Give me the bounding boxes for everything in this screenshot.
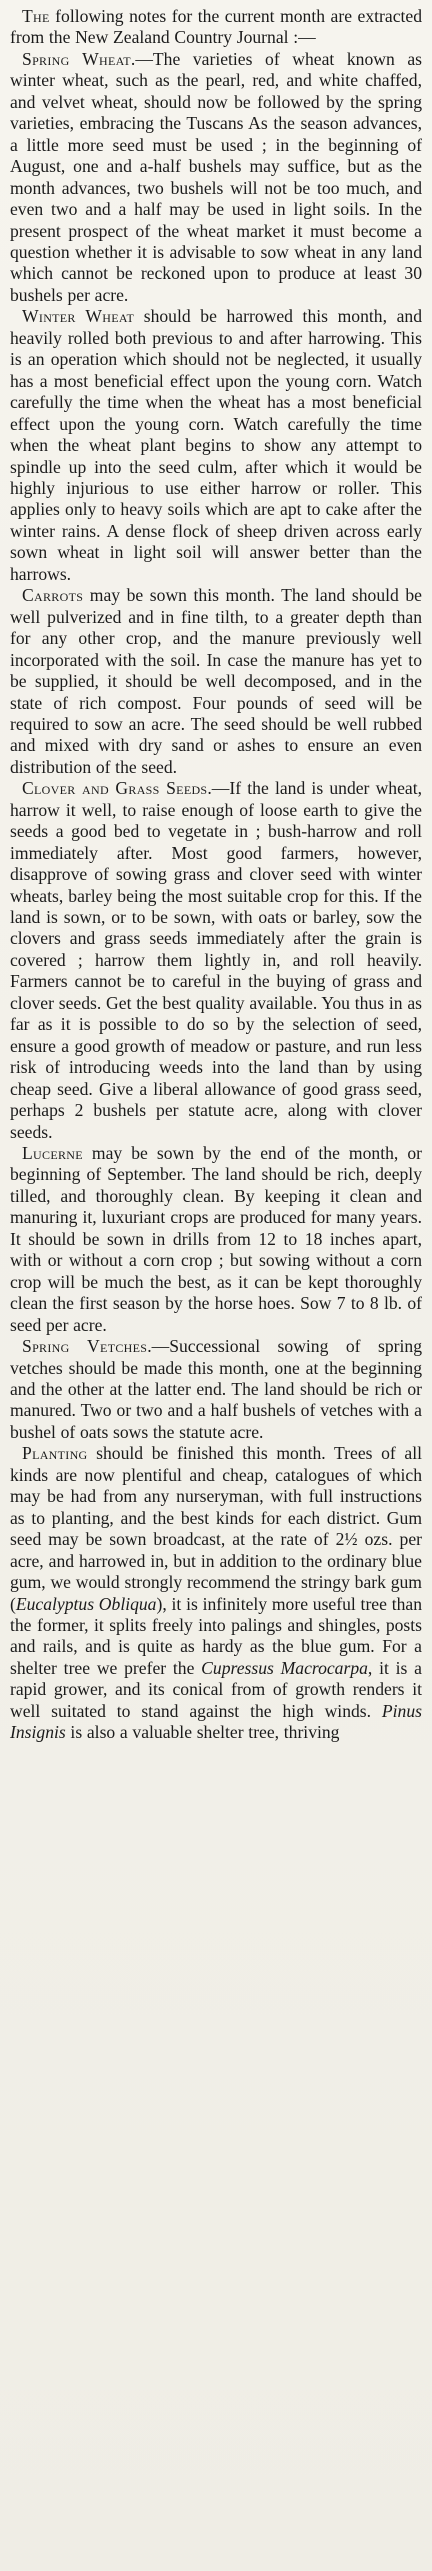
intro-paragraph xyxy=(10,6,422,49)
spring-wheat-paragraph xyxy=(10,49,422,306)
clover-grass-paragraph xyxy=(10,778,422,1143)
intro-lead-word: The xyxy=(22,6,50,26)
lucerne-heading: Lucerne xyxy=(22,1143,83,1164)
planting-text-2: ), it is infinitely more useful tree than the former, it splits freely into palings and shingles, posts and rails, and is quite as hardy as the blue gum. For a shelter tree we prefer the xyxy=(10,1593,422,1678)
cupressus-macrocarpa-name: Cupressus Macrocarpa xyxy=(201,1657,368,1678)
clover-grass-heading: Clover and Grass Seeds xyxy=(22,778,208,799)
clover-grass-text: .—If the land is under wheat, harrow it well, to raise enough of loose earth to give the seeds a good bed to vegetate in ; bush-harrow and roll immediately after. Most good farmers, however, disapprove of sowing grass and clover seed with winter wheats, barley being the most suitable crop for this. If the land is sown, or to be sown, with oats or barley, sow the clovers and grass seeds immediately after the grain is covered ; harrow them lightly in, and roll heavily. Farmers cannot be to careful in the buying of grass and clover seeds. Get the best quality available. You thus in as far as it is possible to do so by the selection of seed, ensure a good growth of meadow or pasture, and run less risk of introducing weeds into the land than by using cheap seed. Give a liberal allowance of good grass seed, perhaps 2 bushels per statute acre, along with clover seeds. xyxy=(10,778,422,1142)
spring-wheat-text: .—The varieties of wheat known as winter wheat, such as the pearl, red, and white chaffed, and velvet wheat, should now be followed by the spring varieties, embracing the Tuscans As the season advances, a little more seed must be used ; in the beginning of August, one and a-half bushels may suffice, but as the month advances, two bushels will not be too much, and even two and a half may be used in light soils. In the present prospect of the wheat market it must become a question whether it is advisable to sow wheat in any land which cannot be reckoned upon to produce at least 30 bushels per acre. xyxy=(10,48,422,305)
planting-heading: Planting xyxy=(22,1443,88,1464)
planting-paragraph xyxy=(10,1443,422,1743)
carrots-text: may be sown this month. The land should be well pulverized and in fine tilth, to a greater depth than for any other crop, and the manure previously well incorporated with the soil. In case the manure has yet to be supplied, it should be well decomposed, and in the state of rich compost. Four pounds of seed will be required to sow an acre. The seed should be well rubbed and mixed with dry sand or ashes to ensure an even distribution of the seed. xyxy=(10,585,422,777)
spring-wheat-heading: Spring Wheat xyxy=(22,48,131,69)
winter-wheat-paragraph xyxy=(10,306,422,585)
carrots-paragraph xyxy=(10,585,422,778)
eucalyptus-obliqua-name: Eucalyptus Obliqua xyxy=(15,1593,157,1614)
planting-text-1: should be finished this month. Trees of all kinds are now plentiful and cheap, catalogues of which may be had from any nurseryman, with full instructions as to planting, and the best kinds for each district. Gum seed may be sown broadcast, at the rate of 2½ ozs. per acre, and harrowed in, but in addition to the ordinary blue gum, we would strongly recommend the stringy bark gum ( xyxy=(10,1443,422,1614)
winter-wheat-text: should be harrowed this month, and heavily rolled both previous to and after harrowing. This is an operation which should not be neglected, it usually has a most beneficial effect upon the young corn. Watch carefully the time when the wheat has a most beneficial effect upon the young corn. Watch carefully the time when the wheat plant begins to show any attempt to spindle up into the seed culm, after which it would be highly injurious to use either harrow or roller. This applies only to heavy soils which are apt to cake after the winter rains. A dense flock of sheep driven across early sown wheat in light soil will answer better than the harrows. xyxy=(10,306,422,584)
intro-text: following notes for the current month are extracted from the New Zealand Country Journal :— xyxy=(10,6,422,48)
lucerne-paragraph xyxy=(10,1143,422,1336)
spring-vetches-paragraph xyxy=(10,1336,422,1443)
carrots-heading: Carrots xyxy=(22,585,84,606)
spring-vetches-text: .—Successional sowing of spring vetches should be made this month, one at the beginning and the other at the latter end. The land should be rich or manured. Two or two and a half bushels of vetches with a bushel of oats sows the statute acre. xyxy=(10,1336,422,1442)
lucerne-text: may be sown by the end of the month, or beginning of September. The land should be rich, deeply tilled, and thoroughly clean. By keeping it clean and manuring it, luxuriant crops are produced for many years. It should be sown in drills from 12 to 18 inches apart, with or without a corn crop ; but sowing without a corn crop will be much the best, as it can be kept thoroughly clean the first season by the horse hoes. Sow 7 to 8 lb. of seed per acre. xyxy=(10,1143,422,1335)
planting-text-end: is also a valuable shelter tree, thriving xyxy=(65,1722,340,1743)
pinus-insignis-name: Pinus Insignis xyxy=(10,1700,422,1743)
winter-wheat-heading: Winter Wheat xyxy=(22,306,135,327)
spring-vetches-heading: Spring Vetches xyxy=(22,1336,148,1357)
planting-text-3: , it is a rapid grower, and its conical from of growth renders it well suitated to stand against the high winds. xyxy=(10,1657,422,1721)
